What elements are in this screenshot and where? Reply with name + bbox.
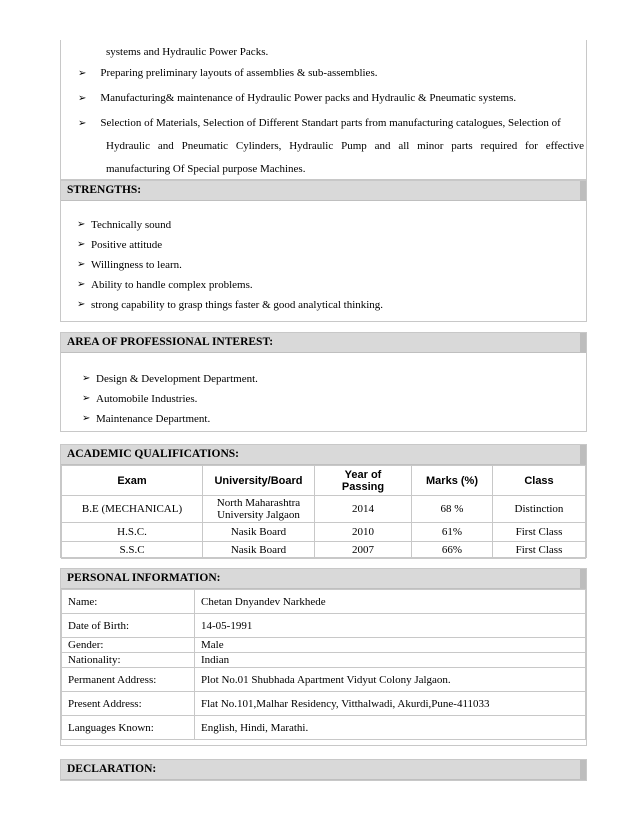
personal-heading: PERSONAL INFORMATION: bbox=[61, 569, 586, 589]
personal-section bbox=[60, 568, 587, 746]
table-row: Date of Birth: 14-05-1991 bbox=[62, 614, 586, 638]
arrow-bullet-icon: ➢ bbox=[78, 68, 87, 79]
strengths-heading: STRENGTHS: bbox=[61, 181, 586, 201]
arrow-bullet-icon: ➢ bbox=[77, 239, 86, 250]
experience-text: Preparing preliminary layouts of assemblies & sub-assemblies. bbox=[100, 67, 378, 79]
column-header: Marks (%) bbox=[412, 466, 493, 496]
table-row: Languages Known: English, Hindi, Marathi. bbox=[62, 716, 586, 740]
column-header: Year of Passing bbox=[315, 466, 412, 496]
strengths-section bbox=[60, 180, 587, 322]
arrow-bullet-icon: ➢ bbox=[77, 259, 86, 270]
column-header: Class bbox=[493, 466, 586, 496]
interest-section bbox=[60, 332, 587, 432]
list-item: ➢ strong capability to grasp things faster & good analytical thinking. bbox=[77, 299, 384, 311]
list-item: ➢ Positive attitude bbox=[77, 239, 163, 251]
list-item: ➢ Design & Development Department. bbox=[82, 373, 258, 385]
experience-continuation bbox=[60, 40, 587, 180]
arrow-bullet-icon: ➢ bbox=[82, 413, 91, 424]
experience-text: Selection of Materials, Selection of Different Standart parts from manufacturing catalogues, Selection of bbox=[100, 117, 561, 129]
strengths-list bbox=[63, 219, 383, 319]
table-row: H.S.C. Nasik Board 2010 61% First Class bbox=[62, 523, 586, 542]
arrow-bullet-icon: ➢ bbox=[78, 93, 87, 104]
arrow-bullet-icon: ➢ bbox=[82, 393, 91, 404]
arrow-bullet-icon: ➢ bbox=[78, 118, 87, 129]
table-row: S.S.C Nasik Board 2007 66% First Class bbox=[62, 542, 586, 559]
experience-item bbox=[78, 117, 561, 129]
academic-section bbox=[60, 444, 587, 558]
table-row: Nationality: Indian bbox=[62, 653, 586, 668]
arrow-bullet-icon: ➢ bbox=[77, 219, 86, 230]
column-header: University/Board bbox=[203, 466, 315, 496]
list-item: ➢ Technically sound bbox=[77, 219, 172, 231]
personal-table bbox=[61, 589, 586, 740]
experience-text: manufacturing Of Special purpose Machines. bbox=[106, 163, 306, 175]
interest-list bbox=[68, 373, 258, 433]
interest-heading: AREA OF PROFESSIONAL INTEREST: bbox=[61, 333, 586, 353]
table-row: Permanent Address: Plot No.01 Shubhada Apartment Vidyut Colony Jalgaon. bbox=[62, 668, 586, 692]
experience-text: Manufacturing& maintenance of Hydraulic Power packs and Hydraulic & Pneumatic systems. bbox=[100, 92, 517, 104]
list-item: ➢ Automobile Industries. bbox=[82, 393, 198, 405]
list-item: ➢ Ability to handle complex problems. bbox=[77, 279, 253, 291]
list-item: ➢ Maintenance Department. bbox=[82, 413, 211, 425]
declaration-heading: DECLARATION: bbox=[61, 760, 586, 780]
table-row: Gender: Male bbox=[62, 638, 586, 653]
experience-item bbox=[78, 67, 377, 79]
table-row: B.E (MECHANICAL) North Maharashtra University Jalgaon 2014 68 % Distinction bbox=[62, 496, 586, 523]
arrow-bullet-icon: ➢ bbox=[77, 279, 86, 290]
table-row: Present Address: Flat No.101,Malhar Residency, Vitthalwadi, Akurdi,Pune-411033 bbox=[62, 692, 586, 716]
arrow-bullet-icon: ➢ bbox=[77, 299, 86, 310]
column-header: Exam bbox=[62, 466, 203, 496]
list-item: ➢ Willingness to learn. bbox=[77, 259, 182, 271]
academic-table bbox=[61, 465, 586, 559]
experience-text: Hydraulic and Pneumatic Cylinders, Hydraulic Pump and all minor parts required for effective bbox=[106, 140, 584, 152]
academic-heading: ACADEMIC QUALIFICATIONS: bbox=[61, 445, 586, 465]
declaration-section bbox=[60, 759, 587, 781]
experience-item bbox=[78, 92, 516, 104]
arrow-bullet-icon: ➢ bbox=[82, 373, 91, 384]
table-header-row bbox=[62, 466, 586, 496]
table-row: Name: Chetan Dnyandev Narkhede bbox=[62, 590, 586, 614]
experience-line: systems and Hydraulic Power Packs. bbox=[106, 46, 269, 58]
